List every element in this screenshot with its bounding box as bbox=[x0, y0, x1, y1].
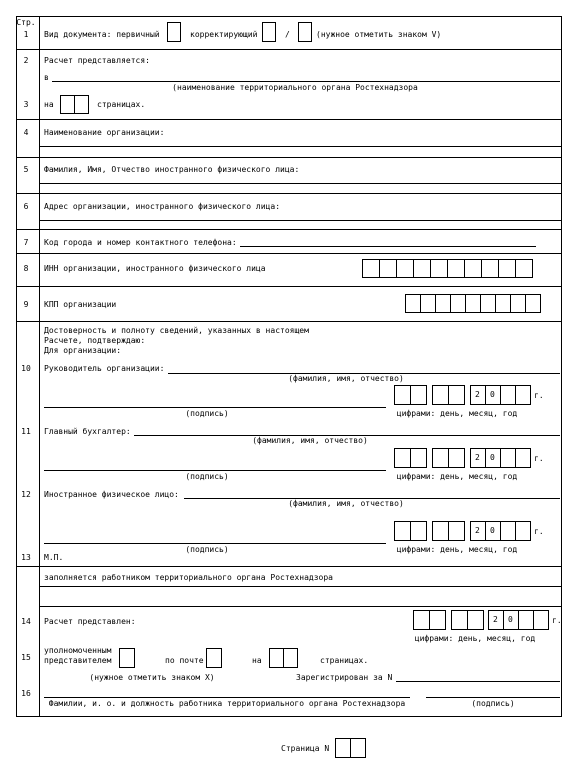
inn-digit-box[interactable] bbox=[464, 259, 482, 278]
kpp-digit-box[interactable] bbox=[450, 294, 466, 313]
seal-label: М.П. bbox=[44, 553, 64, 562]
date-year-box[interactable] bbox=[533, 610, 549, 630]
kpp-label: КПП организации bbox=[44, 300, 117, 309]
year-digit: 0 bbox=[490, 390, 495, 399]
registration-number-field[interactable] bbox=[396, 681, 560, 682]
date-year-box[interactable] bbox=[515, 448, 531, 468]
date-month-box[interactable] bbox=[448, 448, 465, 468]
phone-field[interactable] bbox=[240, 246, 536, 247]
kpp-digit-box[interactable] bbox=[405, 294, 421, 313]
kpp-digit-box[interactable] bbox=[480, 294, 496, 313]
divider bbox=[16, 157, 562, 158]
page-number-label: Страница N bbox=[281, 744, 330, 753]
row-number-5: 5 bbox=[23, 165, 29, 174]
inn-digit-box[interactable] bbox=[515, 259, 533, 278]
row-number-9: 9 bbox=[23, 300, 29, 309]
row-number-6: 6 bbox=[23, 202, 29, 211]
authority-name-field[interactable] bbox=[52, 81, 560, 82]
inn-digit-box[interactable] bbox=[379, 259, 397, 278]
number-column-divider bbox=[39, 16, 40, 716]
date-year-box[interactable] bbox=[500, 521, 516, 541]
year-digit: 2 bbox=[475, 390, 480, 399]
pages-digit-box-2[interactable] bbox=[283, 648, 298, 668]
corrective-number-box[interactable] bbox=[298, 22, 312, 42]
date-month-box[interactable] bbox=[432, 385, 449, 405]
date-month-box[interactable] bbox=[448, 521, 465, 541]
date-day-box[interactable] bbox=[410, 385, 427, 405]
date-day-box[interactable] bbox=[394, 385, 411, 405]
official-signature-field[interactable] bbox=[426, 697, 560, 698]
authorized-label-line-1: уполномоченным bbox=[44, 646, 112, 655]
frame-top bbox=[16, 16, 562, 17]
divider bbox=[16, 321, 562, 322]
row-number-13: 13 bbox=[21, 553, 31, 562]
page-number-box-1[interactable] bbox=[335, 738, 351, 758]
kpp-digit-box[interactable] bbox=[495, 294, 511, 313]
inn-label: ИНН организации, иностранного физического лица bbox=[44, 264, 266, 273]
kpp-digit-box[interactable] bbox=[435, 294, 451, 313]
director-fio-caption: (фамилия, имя, отчество) bbox=[288, 374, 404, 383]
certify-line-2: Расчете, подтверждаю: bbox=[44, 336, 146, 345]
date-day-box[interactable] bbox=[413, 610, 430, 630]
inn-digit-box[interactable] bbox=[430, 259, 448, 278]
chief-accountant-signature-field[interactable] bbox=[44, 470, 386, 471]
date-day-box[interactable] bbox=[394, 521, 411, 541]
director-signature-caption: (подпись) bbox=[185, 409, 229, 418]
submitted-to-label: Расчет представляется: bbox=[44, 56, 150, 65]
date-month-box[interactable] bbox=[432, 448, 449, 468]
date-month-box[interactable] bbox=[448, 385, 465, 405]
date-day-box[interactable] bbox=[410, 448, 427, 468]
authorized-rep-checkbox[interactable] bbox=[119, 648, 135, 668]
pages-prefix: на bbox=[44, 100, 54, 109]
address-label: Адрес организации, иностранного физического лица: bbox=[44, 202, 281, 211]
year-digit: 0 bbox=[490, 453, 495, 462]
divider bbox=[40, 586, 562, 587]
year-digit: 0 bbox=[490, 526, 495, 535]
official-name-field[interactable] bbox=[44, 697, 410, 698]
divider bbox=[16, 286, 562, 287]
year-suffix: г. bbox=[534, 454, 544, 463]
row-number-8: 8 bbox=[23, 264, 29, 273]
certify-line-3: Для организации: bbox=[44, 346, 122, 355]
divider bbox=[16, 229, 562, 230]
kpp-digit-box[interactable] bbox=[525, 294, 541, 313]
chief-accountant-label: Главный бухгалтер: bbox=[44, 427, 131, 436]
row-number-16: 16 bbox=[21, 689, 31, 698]
year-suffix: г. bbox=[534, 527, 544, 536]
organization-name-field[interactable] bbox=[40, 146, 562, 147]
date-year-box bbox=[485, 521, 501, 541]
divider bbox=[16, 49, 562, 50]
divider bbox=[16, 566, 562, 567]
row-number-2: 2 bbox=[23, 56, 29, 65]
corrective-label: корректирующий bbox=[190, 30, 258, 39]
date-year-box bbox=[485, 448, 501, 468]
certify-line-1: Достоверность и полноту сведений, указанных в настоящем bbox=[44, 326, 309, 335]
inn-digit-box[interactable] bbox=[396, 259, 414, 278]
organization-name-label: Наименование организации: bbox=[44, 128, 165, 137]
date-year-box[interactable] bbox=[515, 385, 531, 405]
official-name-caption: Фамилии, и. о. и должность работника территориального органа Ростехнадзора bbox=[48, 699, 406, 708]
divider bbox=[16, 193, 562, 194]
inn-digit-box[interactable] bbox=[447, 259, 465, 278]
frame-right bbox=[561, 16, 562, 716]
date-caption: цифрами: день, месяц, год bbox=[396, 472, 518, 481]
kpp-digit-box[interactable] bbox=[510, 294, 526, 313]
foreign-person-fio-caption: (фамилия, имя, отчество) bbox=[288, 499, 404, 508]
in-prefix: в bbox=[44, 73, 49, 82]
date-day-box[interactable] bbox=[410, 521, 427, 541]
document-type-label: Вид документа: первичный bbox=[44, 30, 160, 39]
inn-digit-box[interactable] bbox=[481, 259, 499, 278]
row-number-10: 10 bbox=[21, 364, 31, 373]
inn-digit-box[interactable] bbox=[498, 259, 516, 278]
row-number-1: 1 bbox=[23, 30, 29, 39]
date-caption: цифрами: день, месяц, год bbox=[396, 545, 518, 554]
year-suffix: г. bbox=[552, 616, 562, 625]
chief-accountant-signature-caption: (подпись) bbox=[185, 472, 229, 481]
primary-checkbox[interactable] bbox=[167, 22, 181, 42]
inn-digit-box[interactable] bbox=[362, 259, 380, 278]
date-year-box bbox=[470, 448, 486, 468]
year-suffix: г. bbox=[534, 391, 544, 400]
registered-label: Зарегистрирован за N bbox=[296, 673, 393, 682]
row-number-14: 14 bbox=[21, 617, 31, 626]
date-year-box bbox=[470, 385, 486, 405]
authority-caption: (наименование территориального органа Ростехнадзора bbox=[172, 83, 418, 92]
year-digit: 2 bbox=[493, 615, 498, 624]
year-digit: 2 bbox=[475, 453, 480, 462]
date-year-box[interactable] bbox=[515, 521, 531, 541]
date-year-box[interactable] bbox=[500, 448, 516, 468]
foreign-person-name-label: Фамилия, Имя, Отчество иностранного физического лица: bbox=[44, 165, 300, 174]
pages-digit-box-2[interactable] bbox=[74, 95, 89, 114]
divider bbox=[16, 253, 562, 254]
foreign-person-signature-caption: (подпись) bbox=[185, 545, 229, 554]
pages-digit-box-1[interactable] bbox=[60, 95, 75, 114]
on-label: на bbox=[252, 656, 262, 665]
date-year-box bbox=[485, 385, 501, 405]
pages-digit-box-1[interactable] bbox=[269, 648, 284, 668]
inn-digit-box[interactable] bbox=[413, 259, 431, 278]
date-year-box bbox=[470, 521, 486, 541]
official-signature-caption: (подпись) bbox=[471, 699, 515, 708]
column-header: Стр. bbox=[16, 18, 36, 27]
foreign-person-label: Иностранное физическое лицо: bbox=[44, 490, 179, 499]
divider bbox=[16, 119, 562, 120]
date-month-box[interactable] bbox=[432, 521, 449, 541]
year-digit: 2 bbox=[475, 526, 480, 535]
date-year-box bbox=[503, 610, 519, 630]
frame-bottom bbox=[16, 716, 562, 717]
row-number-3: 3 bbox=[23, 100, 29, 109]
kpp-digit-box[interactable] bbox=[420, 294, 436, 313]
chief-accountant-fio-caption: (фамилия, имя, отчество) bbox=[252, 436, 368, 445]
by-mail-checkbox[interactable] bbox=[206, 648, 222, 668]
page-number-box-2[interactable] bbox=[350, 738, 366, 758]
check-hint: (нужное отметить знаком V) bbox=[316, 30, 442, 39]
row-number-11: 11 bbox=[21, 427, 31, 436]
date-month-box[interactable] bbox=[451, 610, 468, 630]
row-number-15: 15 bbox=[21, 653, 31, 662]
official-section-label: заполняется работником территориального органа Ростехнадзора bbox=[44, 573, 333, 582]
slash-separator: / bbox=[285, 30, 290, 39]
pages-suffix: страницах. bbox=[97, 100, 146, 109]
director-signature-field[interactable] bbox=[44, 407, 386, 408]
date-year-box[interactable] bbox=[518, 610, 534, 630]
row-number-4: 4 bbox=[23, 128, 29, 137]
foreign-person-signature-field[interactable] bbox=[44, 543, 386, 544]
date-day-box[interactable] bbox=[394, 448, 411, 468]
corrective-checkbox[interactable] bbox=[262, 22, 276, 42]
director-label: Руководитель организации: bbox=[44, 364, 165, 373]
date-caption: цифрами: день, месяц, год bbox=[396, 409, 518, 418]
year-digit: 0 bbox=[508, 615, 513, 624]
kpp-digit-box[interactable] bbox=[465, 294, 481, 313]
by-mail-label: по почте bbox=[165, 656, 204, 665]
date-month-box[interactable] bbox=[467, 610, 484, 630]
date-day-box[interactable] bbox=[429, 610, 446, 630]
authorized-label-line-2: представителем bbox=[44, 656, 112, 665]
foreign-person-name-field[interactable] bbox=[40, 183, 562, 184]
address-field[interactable] bbox=[40, 220, 562, 221]
submitted-label: Расчет представлен: bbox=[44, 617, 136, 626]
row-number-12: 12 bbox=[21, 490, 31, 499]
row-number-7: 7 bbox=[23, 238, 29, 247]
date-caption: цифрами: день, месяц, год bbox=[414, 634, 536, 643]
pages-label: страницах. bbox=[320, 656, 369, 665]
date-year-box[interactable] bbox=[500, 385, 516, 405]
date-year-box bbox=[488, 610, 504, 630]
mark-hint: (нужное отметить знаком X) bbox=[89, 673, 215, 682]
phone-label: Код города и номер контактного телефона: bbox=[44, 238, 237, 247]
divider bbox=[40, 606, 562, 607]
